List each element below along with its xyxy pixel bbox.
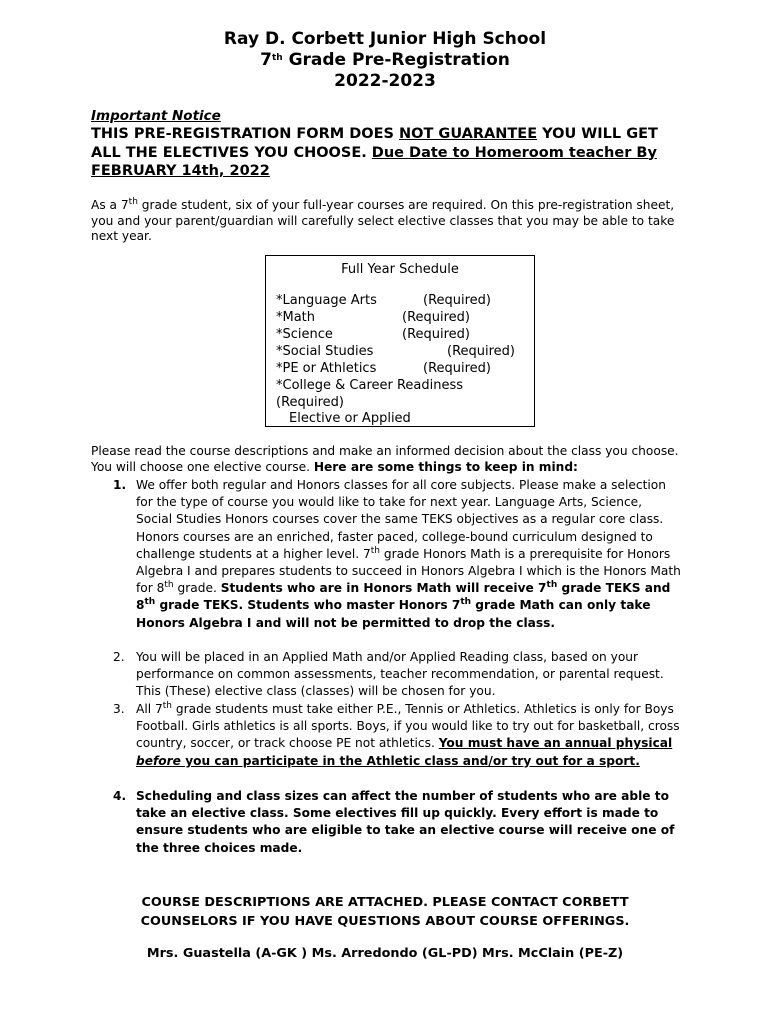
schedule-status: (Required): [423, 361, 492, 376]
intro-paragraph: As a 7th grade student, six of your full-year courses are required. On this pre-registration sheet, you and your parent/guardian will carefully select elective classes that you may be able to take next year.: [91, 197, 675, 243]
schedule-course: *College & Career Readiness: [276, 378, 464, 393]
school-name: Ray D. Corbett Junior High School: [223, 29, 547, 49]
due-date: Due Date to Homeroom teacher By FEBRUARY 14th, 2022: [91, 144, 657, 179]
schedule-status: (Required): [276, 395, 345, 410]
schedule-box: [265, 255, 535, 427]
schedule-course: *Math: [276, 310, 316, 325]
counselor-list: Mrs. Guastella (A-GK ) Ms. Arredondo (GL-PD) Mrs. McClain (PE-Z): [146, 946, 624, 961]
school-year: 2022-2023: [334, 71, 436, 91]
schedule-status: (Required): [402, 327, 471, 342]
schedule-course: *Social Studies: [276, 344, 374, 359]
schedule-status: (Required): [423, 293, 492, 308]
schedule-course: *PE or Athletics: [276, 361, 377, 376]
schedule-status: (Required): [402, 310, 471, 325]
notice-title: Important Notice: [91, 108, 221, 124]
schedule-course: *Language Arts: [276, 293, 377, 308]
schedule-elective: Elective or Applied: [289, 411, 411, 426]
form-title: 7th Grade Pre-Registration: [260, 50, 510, 70]
schedule-status: (Required): [447, 344, 516, 359]
footer-contact: COURSE DESCRIPTIONS ARE ATTACHED. PLEASE CONTACT CORBETT COUNSELORS IF YOU HAVE QUESTIONS ABOUT COURSE OFFERINGS.: [140, 895, 630, 929]
schedule-title: Full Year Schedule: [341, 262, 459, 277]
document-page: Ray D. Corbett Junior High School 7th Grade Pre-Registration 2022-2023 Important Notice THIS PRE-REGISTRATION FORM DOES NOT GUARANTEE YOU WILL GET ALL THE ELECTIVES YOU CHOOSE. Due Date to Homeroom teacher By FEBRUARY 14th, 2022 As a 7th grade student, six of your full-year courses are required. On this pre-registration sheet, you and your parent/guardian will carefully select elective classes that you may be able to take next year. Full Year Schedule *Language Arts (Required) *Math (Required) *Science (Required) *Social Studies (Required) *PE or Athletics (Required) *College & Career Readiness (Required) Elective or Applied Please read the course descriptions and make an informed decision about the class you choose. You will choose one elective course. Here are some things to keep in mind: 1. We offer both regular and Honors classes for all core subjects. Please make a selection for the type of course you would like to take for next year. Language Arts, Science, Social Studies Honors courses cover the same TEKS objectives as a regular core class. Honors courses are an enriched, faster paced, college-bound curriculum designed to challenge students at a higher level. 7th grade Honors Math is a prerequisite for Honors Algebra I and prepares students to succeed in Honors Algebra I which is the Honors Math for 8th grade. Students who are in Honors Math will receive 7th grade TEKS and 8th grade TEKS. Students who master Honors 7th grade Math can only take Honors Algebra I and will not be permitted to drop the class. 2. You will be placed in an Applied Math and/or Applied Reading class, based on your performance on common assessments, teacher recommendation, or parental request. This (These) elective class (classes) will be chosen for you. 3. All 7th grade students must take either P.E., Tennis or Athletics. Athletics is only for Boys Football. Girls athletics is all sports. Boys, if you would like to try out for basketball, cross country, soccer, or track choose PE not athletics. You must have an annual physical before you can participate in the Athletic class and/or try out for a sport. 4. Scheduling and class sizes can affect the number of students who are able to take an elective class. Some electives fill up quickly. Every effort is made to ensure students who are eligible to take an elective course will receive one of the three choices made. COURSE DESCRIPTIONS ARE ATTACHED. PLEASE CONTACT CORBETT COUNSELORS IF YOU HAVE QUESTIONS ABOUT COURSE OFFERINGS. Mrs. Guastella (A-GK ) Ms. Arredondo (GL-PD) Mrs. McClain (PE-Z): [0, 0, 770, 1024]
schedule-course: *Science: [276, 327, 333, 342]
notice-text: THIS PRE-REGISTRATION FORM DOES NOT GUARANTEE YOU WILL GET ALL THE ELECTIVES YOU CHOOSE. Due Date to Homeroom teacher By FEBRUARY 14th, 2022: [91, 126, 658, 179]
instructions-paragraph: Please read the course descriptions and make an informed decision about the class you choose. You will choose one elective course. Here are some things to keep in mind:: [91, 444, 679, 474]
